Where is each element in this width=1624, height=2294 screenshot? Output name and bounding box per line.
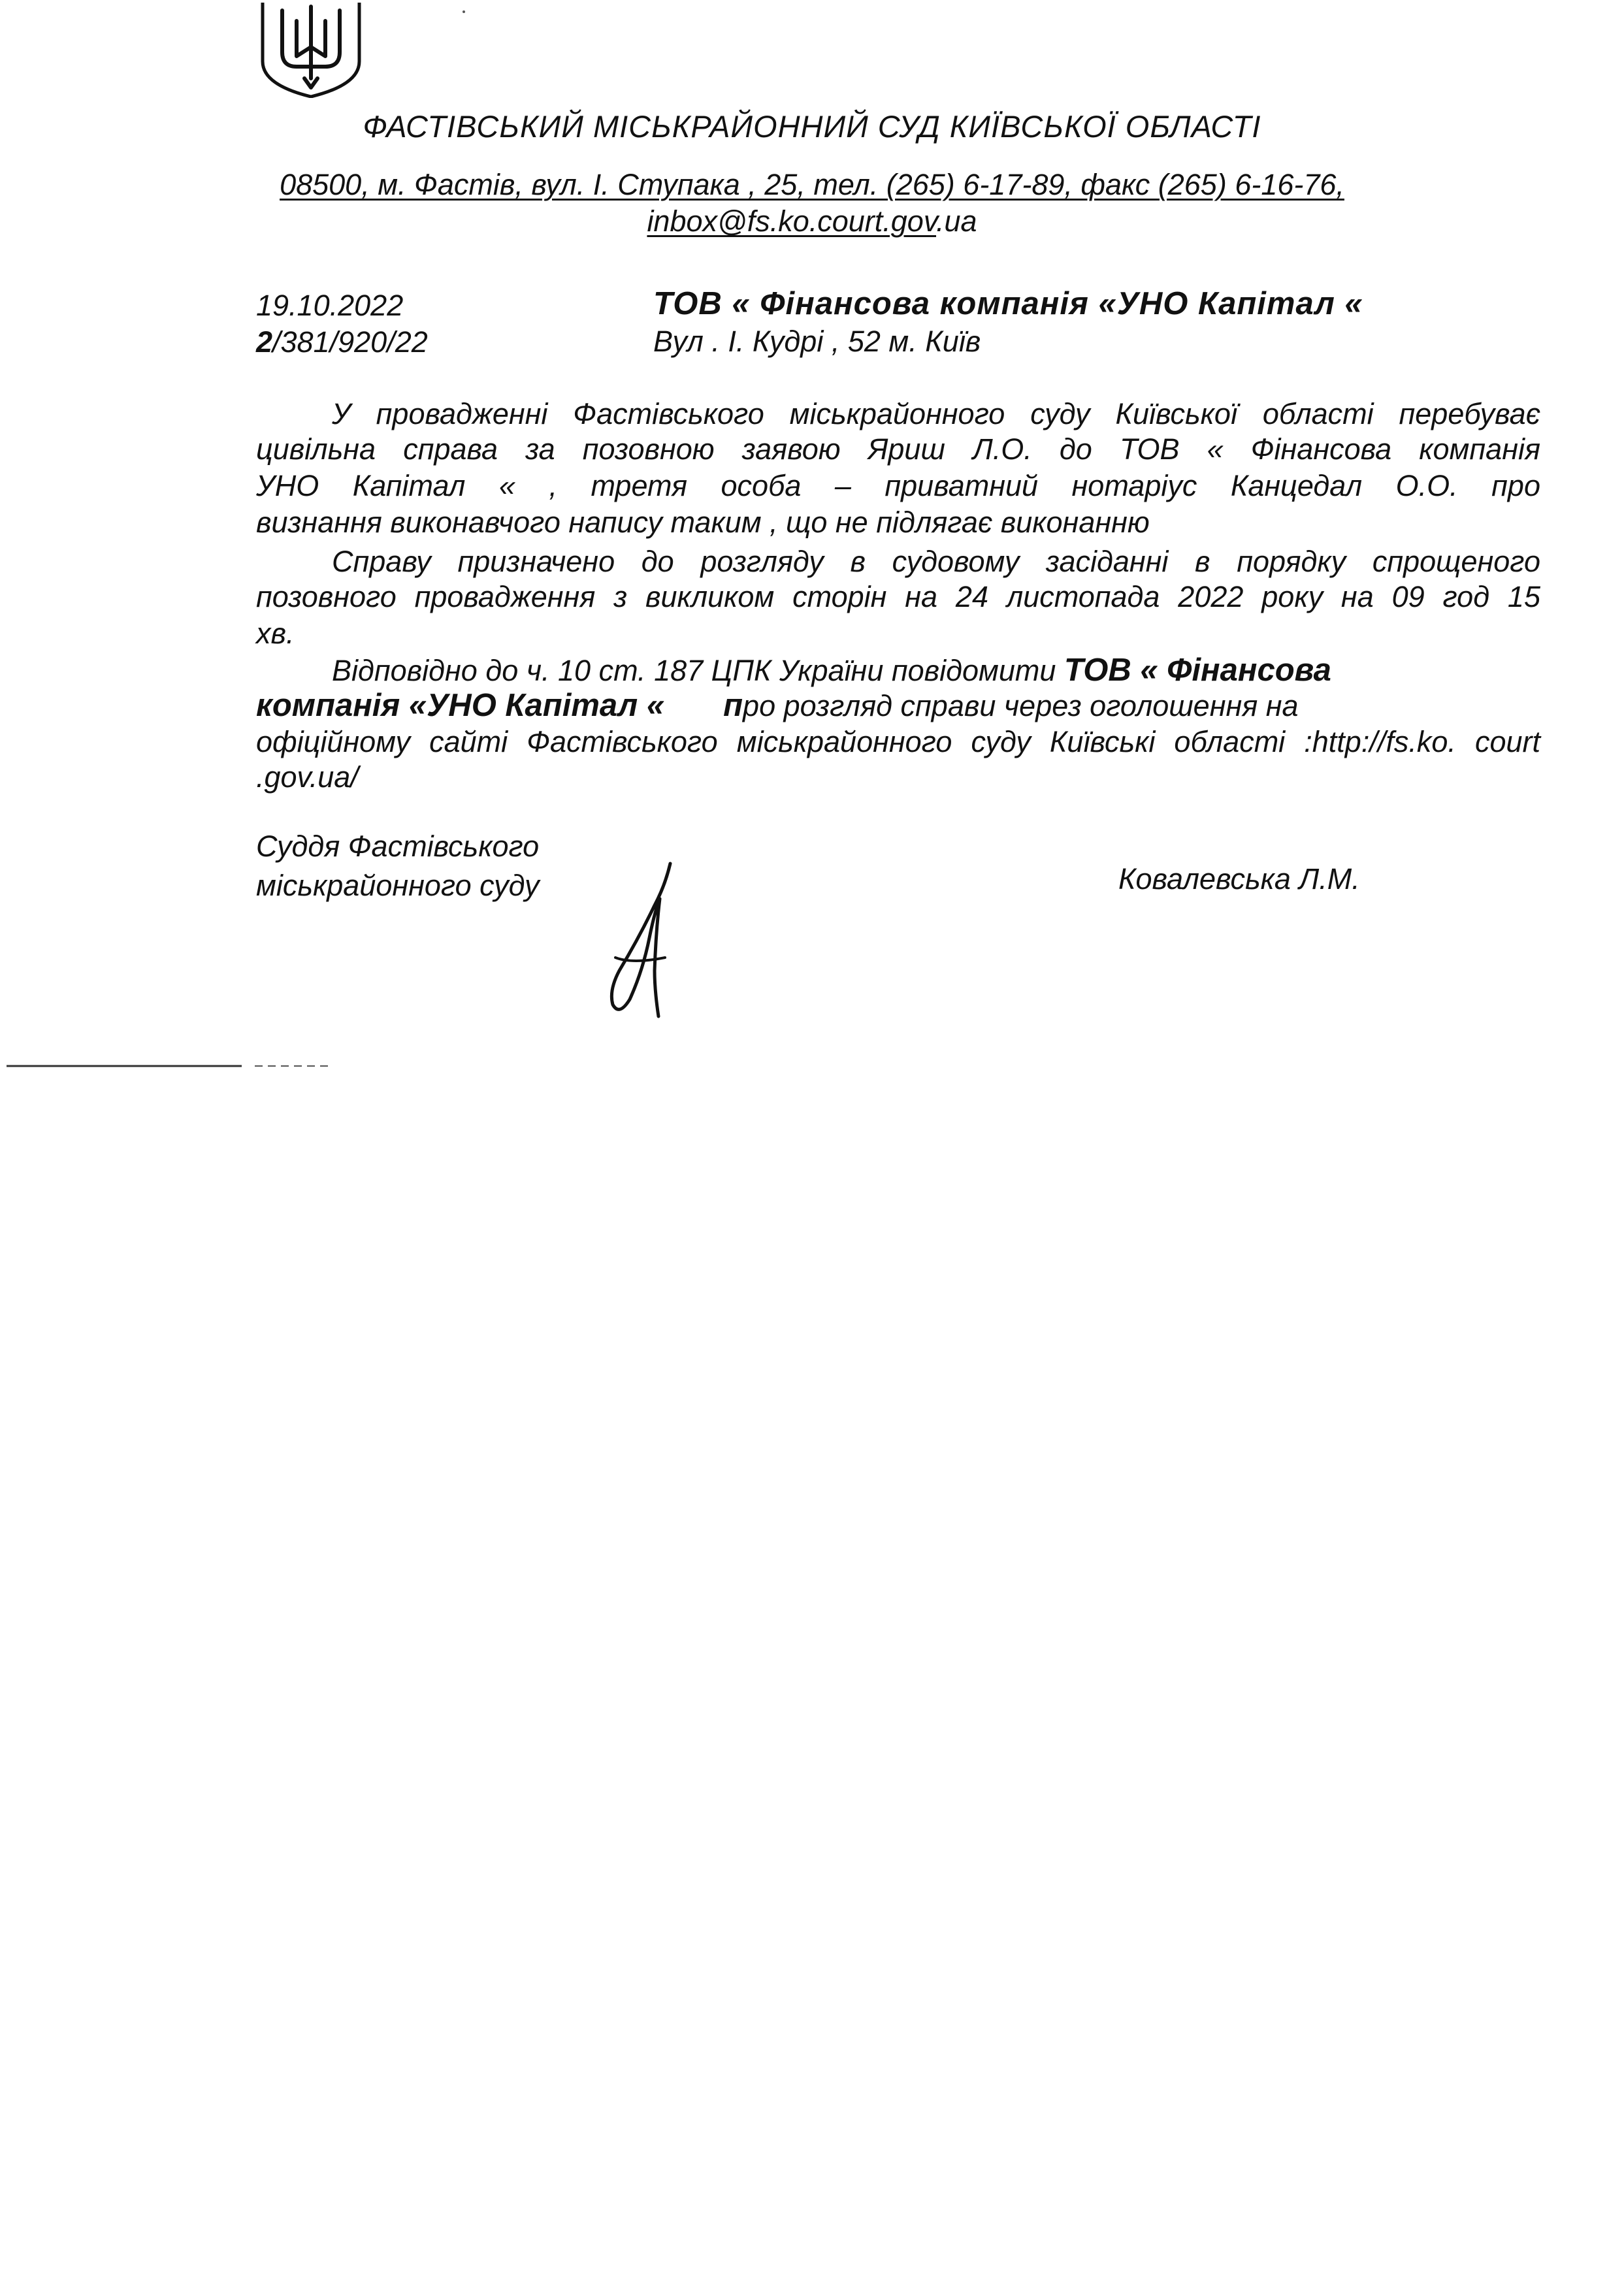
body-line: цивільна справа за позовною заявою Яриш Л.О. до ТОВ « Фінансова компанія [256,432,1540,466]
court-name: ФАСТІВСЬКИЙ МІСЬКРАЙОННИЙ СУД КИЇВСЬКОЇ ОБЛАСТІ [363,109,1261,144]
court-address [0,167,1624,240]
case-number-prefix: 2 [256,325,273,359]
body-line: визнання виконавчого напису таким , що не підлягає виконанню [256,506,1150,539]
recipient-block [653,285,1363,361]
letter-meta [256,287,428,361]
handwritten-signature [587,860,685,1023]
recipient-name: ТОВ « Фінансова компанія «УНО Капітал « [653,286,1363,321]
body-bold-letter: п [723,688,743,723]
body-text: Відповідно до ч. 10 ст. 187 ЦПК України повідомити [332,654,1064,687]
body-line [256,652,1540,689]
body-line: .gov.ua/ [256,760,359,794]
case-number [256,324,428,361]
body-bold-text: ТОВ « Фінансова [1064,653,1331,688]
body-line [256,687,1540,724]
judge-name: Ковалевська Л.М. [1118,862,1360,896]
body-text: ро розгляд справи через оголошення на [743,689,1299,722]
body-line: позовного провадження з викликом сторін на 24 листопада 2022 року на 09 год 15 [256,580,1540,613]
court-email-suffix: .ua [936,204,977,238]
body-line: УНО Капітал « , третя особа – приватний нотаріус Канцедал О.О. про [256,469,1540,502]
letter-date: 19.10.2022 [256,289,404,322]
scan-artifact-line [7,1064,333,1068]
trident-coat-of-arms-icon [256,1,366,98]
body-bold-text: компанія «УНО Капітал « [256,688,665,723]
court-email: inbox@fs.ko.court.gov [647,204,936,238]
body-line: Справу призначено до розгляду в судовому засіданні в порядку спрощеного [332,545,1540,578]
judge-title-line: міськрайонного суду [256,869,540,902]
address-line: 08500, м. Фастів, вул. І. Ступака , 25, тел. (265) 6-17-89, факс (265) 6-16-76, [280,168,1344,201]
judge-title-line: Суддя Фастівського [256,830,540,863]
case-number-rest: /381/920/22 [272,325,428,359]
judge-title [256,827,540,905]
body-line: хв. [256,617,295,650]
body-line: У провадженні Фастівського міськрайонного суду Київської області перебуває [332,397,1540,430]
body-line: офіційному сайті Фастівського міськрайонного суду Київські області :http://fs.ko. court [256,725,1540,758]
scan-speck [463,10,465,13]
recipient-address: Вул . І. Кудрі , 52 м. Київ [653,325,981,358]
